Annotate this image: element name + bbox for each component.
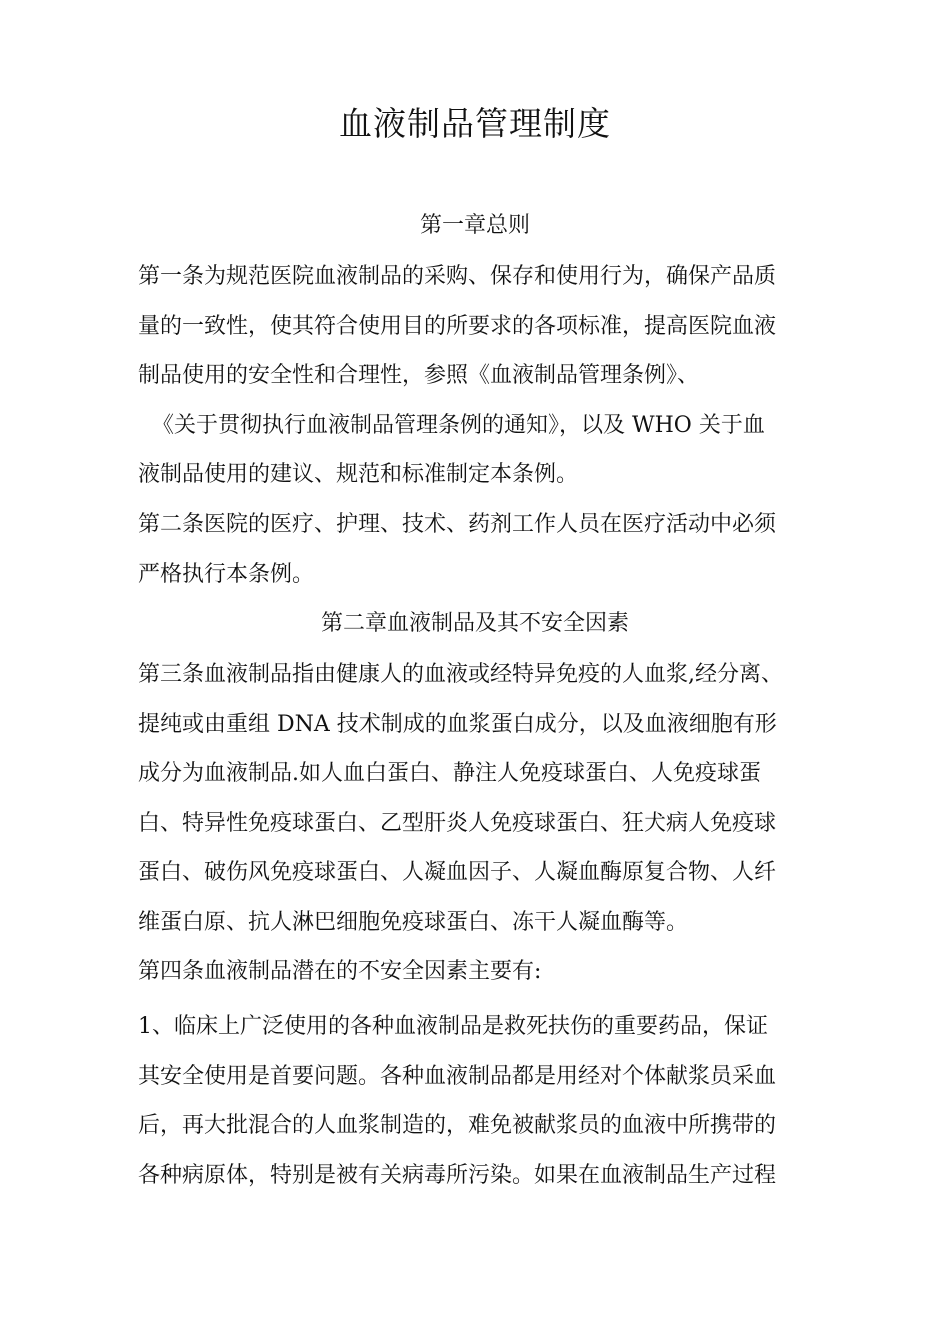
- article-3-line: 提纯或由重组 DNA 技术制成的血浆蛋白成分，以及血液细胞有形: [138, 711, 777, 737]
- article-1-line: 制品使用的安全性和合理性，参照《血液制品管理条例》、: [138, 363, 700, 388]
- article-4-item-1: [138, 1002, 828, 1200]
- item-1-line: 其安全使用是首要问题。各种血液制品都是用经对个体献浆员采血: [138, 1063, 777, 1089]
- item-1-line: 后，再大批混合的人血浆制造的，难免被献浆员的血液中所携带的: [138, 1113, 777, 1138]
- article-3-line: 第三条血液制品指由健康人的血液或经特异免疫的人血浆,经分离、: [138, 662, 783, 687]
- article-3-line: 白、特异性免疫球蛋白、乙型肝炎人免疫球蛋白、狂犬病人免疫球: [138, 810, 777, 836]
- article-1-line: 第一条为规范医院血液制品的采购、保存和使用行为，确保产品质: [138, 264, 777, 289]
- article-1-line: 量的一致性，使其符合使用目的所要求的各项标准，提高医院血液: [138, 313, 777, 339]
- item-1-line: 各种病原体，特别是被有关病毒所污染。如果在血液制品生产过程: [138, 1162, 777, 1188]
- document-title: 血液制品管理制度: [339, 104, 611, 143]
- article-3-line: 蛋白、破伤风免疫球蛋白、人凝血因子、人凝血酶原复合物、人纤: [138, 860, 777, 885]
- article-2-line: 第二条医院的医疗、护理、技术、药剂工作人员在医疗活动中必须: [138, 512, 777, 537]
- article-4: [138, 947, 828, 997]
- article-3-line: 成分为血液制品.如人血白蛋白、静注人免疫球蛋白、人免疫球蛋: [138, 761, 761, 786]
- article-3: [138, 650, 828, 947]
- article-2-line: 严格执行本条例。: [138, 561, 315, 587]
- article-3-line: 维蛋白原、抗人淋巴细胞免疫球蛋白、冻干人凝血酶等。: [138, 909, 689, 935]
- article-1: [138, 252, 828, 500]
- chapter-2-heading: 第二章血液制品及其不安全因素: [320, 611, 629, 636]
- chapter-1-heading: 第一章总则: [419, 213, 530, 238]
- article-2: [138, 500, 828, 599]
- article-1-line: 《关于贯彻执行血液制品管理条例的通知》，以及 WHO 关于血: [152, 412, 765, 438]
- article-1-line: 液制品使用的建议、规范和标准制定本条例。: [138, 462, 579, 487]
- article-4-line: 第四条血液制品潜在的不安全因素主要有:: [138, 959, 542, 984]
- item-1-line: 1、临床上广泛使用的各种血液制品是救死扶伤的重要药品，保证: [138, 1014, 768, 1039]
